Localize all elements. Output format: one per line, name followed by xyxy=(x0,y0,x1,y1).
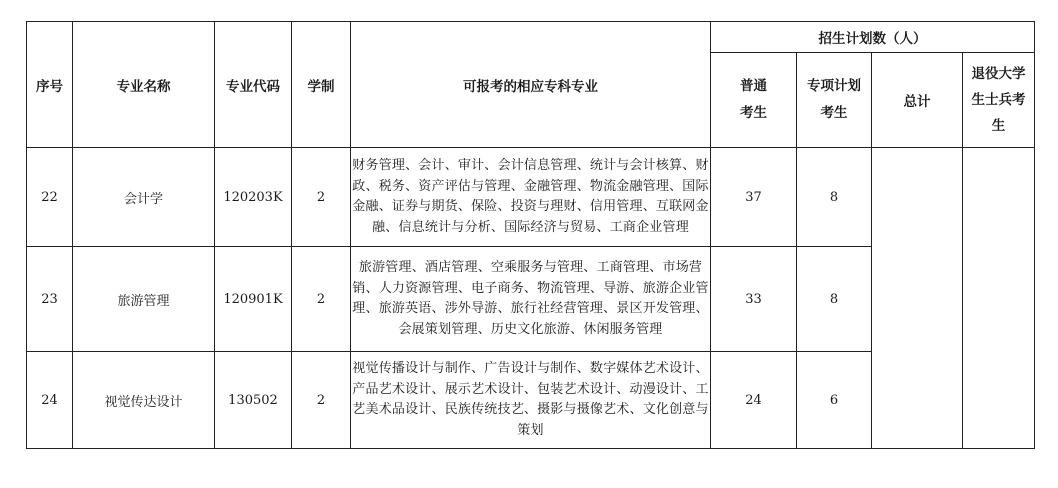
cell-duration: 2 xyxy=(292,148,351,247)
cell-major-name: 视觉传达设计 xyxy=(73,352,215,449)
header-major-code: 专业代码 xyxy=(215,22,292,148)
cell-regular: 24 xyxy=(711,352,797,449)
table-body xyxy=(27,148,1035,449)
header-regular xyxy=(711,53,797,148)
cell-regular: 37 xyxy=(711,148,797,247)
cell-major-name: 旅游管理 xyxy=(73,247,215,352)
cell-eligible-majors: 财务管理、会计、审计、会计信息管理、统计与会计核算、财政、税务、资产评估与管理、金融管理、物流金融管理、国际金融、证券与期货、保险、投资与理财、信用管理、互联网金融、信息统计与分析、国际经济与贸易、工商企业管理 xyxy=(351,148,711,247)
cell-eligible-majors: 旅游管理、酒店管理、空乘服务与管理、工商管理、市场营销、人力资源管理、电子商务、物流管理、导游、旅游企业管理、旅游英语、涉外导游、旅行社经营管理、景区开发管理、会展策划管理、历史文化旅游、休闲服务管理 xyxy=(351,247,711,352)
cell-special: 8 xyxy=(797,148,872,247)
header-plan-group: 招生计划数（人） xyxy=(711,22,1035,53)
header-veteran xyxy=(963,53,1035,148)
header-seq: 序号 xyxy=(27,22,73,148)
header-veteran-line3: 生 xyxy=(991,118,1006,134)
cell-total xyxy=(872,148,963,449)
table-header xyxy=(27,22,1035,148)
header-regular-line2: 考生 xyxy=(740,105,767,121)
cell-major-code: 130502 xyxy=(215,352,292,449)
cell-special: 8 xyxy=(797,247,872,352)
cell-veteran xyxy=(963,148,1035,449)
header-duration: 学制 xyxy=(292,22,351,148)
header-major-name: 专业名称 xyxy=(73,22,215,148)
cell-eligible-majors: 视觉传播设计与制作、广告设计与制作、数字媒体艺术设计、产品艺术设计、展示艺术设计、包装艺术设计、动漫设计、工艺美术品设计、民族传统技艺、摄影与摄像艺术、文化创意与策划 xyxy=(351,352,711,449)
cell-major-code: 120203K xyxy=(215,148,292,247)
header-veteran-line1: 退役大学 xyxy=(971,66,1026,82)
cell-major-code: 120901K xyxy=(215,247,292,352)
enrollment-plan-table xyxy=(26,21,1035,449)
cell-special: 6 xyxy=(797,352,872,449)
header-total: 总计 xyxy=(872,53,963,148)
table-row xyxy=(27,148,1035,247)
cell-seq: 22 xyxy=(27,148,73,247)
header-regular-line1: 普通 xyxy=(740,78,767,94)
header-special-line1: 专项计划 xyxy=(807,78,861,94)
cell-seq: 23 xyxy=(27,247,73,352)
header-special xyxy=(797,53,872,148)
cell-major-name: 会计学 xyxy=(73,148,215,247)
header-special-line2: 考生 xyxy=(820,105,848,121)
cell-duration: 2 xyxy=(292,352,351,449)
cell-seq: 24 xyxy=(27,352,73,449)
header-veteran-line2: 生士兵考 xyxy=(971,92,1026,108)
cell-regular: 33 xyxy=(711,247,797,352)
header-eligible-majors: 可报考的相应专科专业 xyxy=(351,22,711,148)
cell-duration: 2 xyxy=(292,247,351,352)
